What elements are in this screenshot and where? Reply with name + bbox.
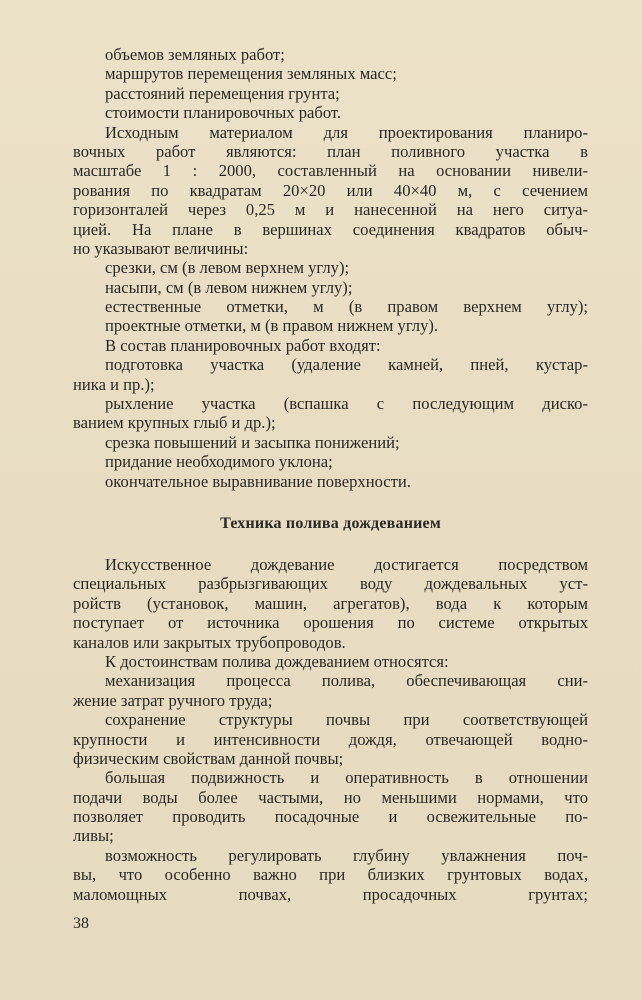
text-line: специальных разбрызгивающих воду дождевальных уст- — [73, 574, 588, 594]
text-line: физическим свойствам данной почвы; — [73, 748, 344, 768]
text-line: подачи воды более частыми, но меньшими нормами, что — [73, 787, 588, 807]
text-line: механизация процесса полива, обеспечивающая сни- — [105, 671, 588, 691]
text-line: жение затрат ручного труда; — [73, 690, 273, 710]
text-line: стоимости планировочных работ. — [105, 103, 342, 123]
text-line: К достоинствам полива дождеванием относятся: — [105, 651, 449, 671]
page-text — [73, 45, 588, 904]
text-line: большая подвижность и оперативность в отношении — [105, 768, 588, 788]
spacer — [73, 491, 588, 513]
text-line: горизонталей через 0,25 м и нанесенной на него ситуа- — [73, 200, 588, 220]
text-line: маломощных почвах, просадочных грунтах; — [73, 884, 588, 904]
text-line: Исходным материалом для проектирования планиро- — [105, 122, 588, 142]
text-line: ванием крупных глыб и др.); — [73, 413, 276, 433]
text-line: рыхление участка (вспашка с последующим диско- — [105, 394, 588, 414]
text-line: подготовка участка (удаление камней, пней, кустар- — [105, 355, 588, 375]
text-line: окончательное выравнивание поверхности. — [105, 471, 411, 491]
text-line: придание необходимого уклона; — [105, 452, 333, 472]
text-line: объемов земляных работ; — [105, 45, 285, 64]
text-line: естественные отметки, м (в правом верхнем углу); — [105, 297, 588, 317]
text-line: но указывают величины: — [73, 238, 249, 258]
text-line: масштабе 1 : 2000, составленный на основании нивели- — [73, 161, 588, 181]
section-heading: Техника полива дождеванием — [220, 514, 441, 532]
text-line: вы, что особенно важно при близких грунтовых водах, — [73, 865, 588, 885]
text-line: крупности и интенсивности дождя, отвечающей водно- — [73, 729, 588, 749]
text-line: каналов или закрытых трубопроводов. — [73, 632, 346, 652]
text-line: поступает от источника орошения по системе открытых — [73, 613, 588, 633]
text-line: В состав планировочных работ входят: — [105, 335, 381, 355]
text-line: срезка повышений и засыпка понижений; — [105, 432, 400, 452]
spacer — [73, 535, 588, 555]
text-line: ника и пр.); — [73, 374, 155, 394]
text-line: насыпи, см (в левом нижнем углу); — [105, 277, 353, 297]
text-line: ройств (установок, машин, агрегатов), вода к которым — [73, 593, 588, 613]
text-line: Искусственное дождевание достигается посредством — [105, 554, 588, 574]
text-line: расстояний перемещения грунта; — [105, 83, 340, 103]
text-line: цией. На плане в вершинах соединения квадратов обыч- — [73, 219, 588, 239]
text-line: сохранение структуры почвы при соответствующей — [105, 710, 588, 730]
text-line: возможность регулировать глубину увлажнения поч- — [105, 845, 588, 865]
text-line: вочных работ являются: план поливного участка в — [73, 141, 588, 161]
text-line: ливы; — [73, 826, 114, 846]
page-number: 38 — [73, 915, 89, 932]
text-line: проектные отметки, м (в правом нижнем углу). — [105, 316, 439, 336]
text-line: позволяет проводить посадочные и освежительные по- — [73, 807, 588, 827]
text-line: срезки, см (в левом верхнем углу); — [105, 258, 350, 278]
text-line: маршрутов перемещения земляных масс; — [105, 64, 397, 84]
text-line: рования по квадратам 20×20 или 40×40 м, с сечением — [73, 180, 588, 200]
